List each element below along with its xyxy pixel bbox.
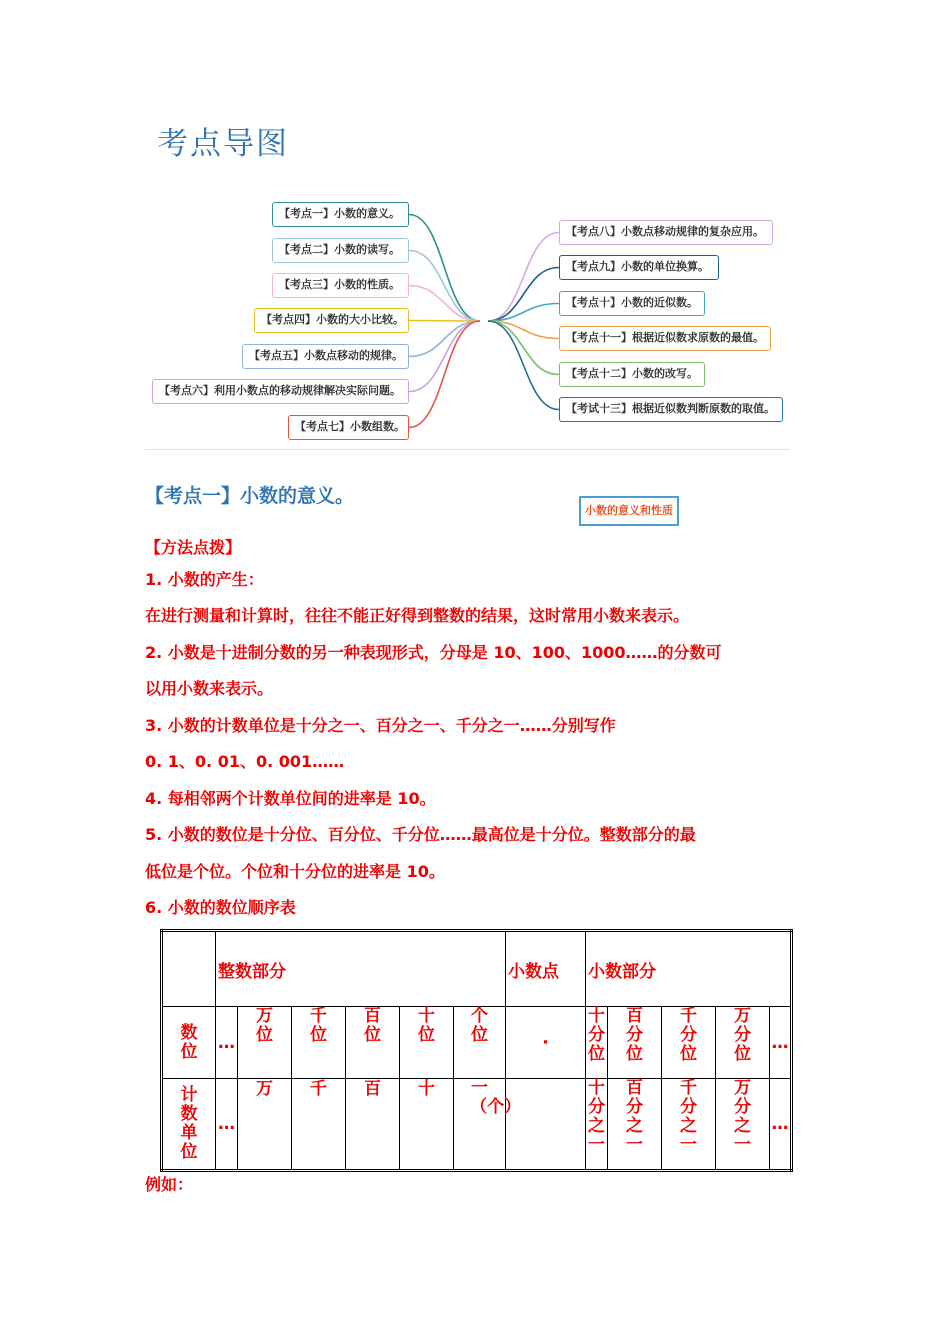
example-label: 例如： bbox=[145, 1175, 194, 1194]
mind-map-connector bbox=[409, 321, 480, 322]
mind-map-connector bbox=[409, 321, 480, 357]
mind-map-node: 【考点十】小数的近似数。 bbox=[559, 291, 705, 316]
mind-map-connector bbox=[488, 321, 559, 410]
mind-map-connector bbox=[488, 233, 559, 322]
mind-map bbox=[145, 190, 790, 517]
divider bbox=[145, 449, 790, 450]
table-cell: 十分位 bbox=[586, 1007, 608, 1079]
mind-map-node: 【考点十二】小数的改写。 bbox=[559, 362, 705, 387]
method-line: 在进行测量和计算时，往往不能正好得到整数的结果，这时常用小数来表示。 bbox=[145, 606, 690, 625]
page-title: 考点导图 bbox=[157, 126, 289, 162]
method-line: 4. 每相邻两个计数单位间的进率是 10。 bbox=[145, 789, 436, 808]
table-cell: 千位 bbox=[292, 1007, 346, 1079]
row-label-digit-place: 数位 bbox=[162, 1007, 216, 1079]
table-cell: 十位 bbox=[400, 1007, 454, 1079]
table-cell: 千分位 bbox=[662, 1007, 716, 1079]
mind-map-node: 【考点四】小数的大小比较。 bbox=[254, 308, 409, 333]
table-cell: 万分之一 bbox=[716, 1079, 770, 1171]
table-cell: 千分之一 bbox=[662, 1079, 716, 1171]
table-cell: 万 bbox=[238, 1079, 292, 1171]
method-line: 0. 1、0. 01、0. 001…… bbox=[145, 752, 345, 771]
table-cell: … bbox=[770, 1079, 792, 1171]
method-line: 5. 小数的数位是十分位、百分位、千分位……最高位是十分位。整数部分的最 bbox=[145, 825, 696, 844]
table-cell: 十分之一 bbox=[586, 1079, 608, 1171]
mind-map-node: 【考点十一】根据近似数求原数的最值。 bbox=[559, 326, 771, 351]
mind-map-node: 【考点九】小数的单位换算。 bbox=[559, 255, 719, 280]
mind-map-node: 【考点六】利用小数点的移动规律解决实际问题。 bbox=[152, 379, 409, 404]
table-cell bbox=[506, 1079, 586, 1171]
table-cell: 万位 bbox=[238, 1007, 292, 1079]
table-cell: · bbox=[506, 1007, 586, 1079]
integer-part-header: 整数部分 bbox=[216, 931, 506, 1007]
table-cell: 百 bbox=[346, 1079, 400, 1171]
mind-map-connector bbox=[409, 215, 480, 322]
table-cell: 千 bbox=[292, 1079, 346, 1171]
mind-map-center: 小数的意义和性质 bbox=[579, 496, 679, 526]
table-cell: … bbox=[216, 1007, 238, 1079]
table-cell: 百分位 bbox=[608, 1007, 662, 1079]
table-corner-cell bbox=[162, 931, 216, 1007]
mind-map-node: 【考点五】小数点移动的规律。 bbox=[242, 344, 409, 369]
method-line: 低位是个位。个位和十分位的进率是 10。 bbox=[145, 862, 445, 881]
mind-map-connector bbox=[409, 321, 480, 428]
table-cell: … bbox=[216, 1079, 238, 1171]
decimal-part-header: 小数部分 bbox=[586, 931, 792, 1007]
mind-map-node: 【考点七】小数组数。 bbox=[288, 415, 409, 440]
table-cell: 万分位 bbox=[716, 1007, 770, 1079]
mind-map-node: 【考点八】小数点移动规律的复杂应用。 bbox=[559, 220, 773, 245]
mind-map-connector bbox=[409, 321, 480, 392]
table-cell: 十 bbox=[400, 1079, 454, 1171]
mind-map-connector bbox=[409, 286, 480, 322]
mind-map-connector bbox=[409, 251, 480, 322]
table-cell: 百分之一 bbox=[608, 1079, 662, 1171]
table-cell: 个位 bbox=[454, 1007, 506, 1079]
method-line: 3. 小数的计数单位是十分之一、百分之一、千分之一……分别写作 bbox=[145, 716, 616, 735]
mind-map-node: 【考点二】小数的读写。 bbox=[272, 238, 409, 263]
method-line: 以用小数来表示。 bbox=[145, 679, 274, 698]
row-label-counting-unit: 计数单位 bbox=[162, 1079, 216, 1171]
method-line: 1. 小数的产生： bbox=[145, 570, 264, 589]
digit-order-table bbox=[160, 929, 793, 1172]
mind-map-node: 【考试十三】根据近似数判断原数的取值。 bbox=[559, 397, 783, 422]
table-cell: … bbox=[770, 1007, 792, 1079]
method-heading: 【方法点拨】 bbox=[145, 538, 242, 557]
mind-map-node: 【考点三】小数的性质。 bbox=[272, 273, 409, 298]
mind-map-node: 【考点一】小数的意义。 bbox=[272, 202, 409, 227]
table-cell: 一（个） bbox=[454, 1079, 506, 1171]
method-line: 2. 小数是十进制分数的另一种表现形式，分母是 10、100、1000……的分数可 bbox=[145, 643, 722, 662]
section-heading: 【考点一】小数的意义。 bbox=[145, 485, 355, 507]
decimal-point-header: 小数点 bbox=[506, 931, 586, 1007]
table-cell: 百位 bbox=[346, 1007, 400, 1079]
method-line: 6. 小数的数位顺序表 bbox=[145, 898, 296, 917]
